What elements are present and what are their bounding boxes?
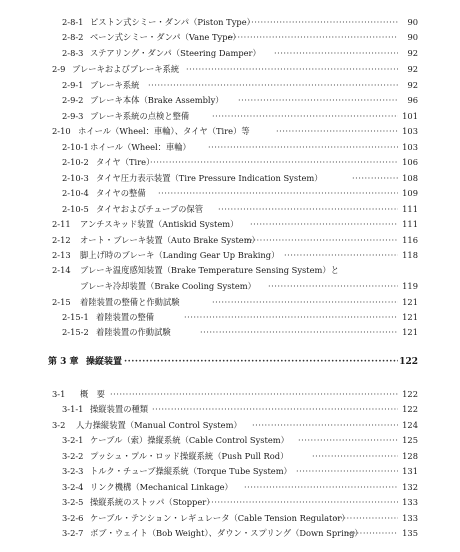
page-number: 111: [402, 204, 418, 214]
section-number: 2-10-2: [62, 157, 89, 167]
section-title: ブレーキ系統の点検と整備: [90, 111, 190, 121]
toc-entry[interactable]: [0, 140, 460, 155]
section-title: ブレーキ温度感知装置（Brake Temperature Sensing System）と: [80, 265, 339, 275]
section-title: 操縦系統のストッパ（Stopper）: [90, 497, 215, 507]
page-number: 92: [407, 80, 418, 90]
dot-leader: [244, 480, 398, 495]
section-title: ピストン式シミー・ダンパ（Piston Type）: [90, 17, 255, 27]
page-number: 103: [402, 126, 418, 136]
section-title: タイヤおよびチューブの保管: [96, 204, 204, 214]
dot-leader: [268, 279, 398, 294]
page-number: 118: [402, 250, 418, 260]
toc-entry[interactable]: [0, 433, 460, 448]
dot-leader: [212, 109, 398, 124]
section-title: ブレーキ本体（Brake Assembly）: [90, 95, 224, 105]
section-number: 2-8-2: [62, 32, 84, 42]
dot-leader: [152, 402, 398, 417]
toc-entry[interactable]: [0, 310, 460, 325]
section-number: 2-10-1: [62, 142, 89, 152]
section-number: 2-10-5: [62, 204, 89, 214]
section-number: 3-2-1: [62, 435, 84, 445]
page-number: 103: [402, 142, 418, 152]
page-number: 125: [402, 435, 418, 445]
section-title: 着陸装置の整備: [96, 312, 155, 322]
page-number: 121: [402, 327, 418, 337]
section-title: ブレーキおよびブレーキ系統: [72, 64, 180, 74]
toc-entry[interactable]: [0, 295, 460, 310]
page-number: 122: [399, 357, 418, 367]
toc-entry[interactable]: [0, 78, 460, 93]
page-number: 135: [402, 528, 418, 538]
section-title: タイヤの整備: [96, 188, 146, 198]
section-number: 3-2-6: [62, 513, 84, 523]
dot-leader: [186, 62, 398, 77]
section-title: 脚上げ時のブレーキ（Landing Gear Up Braking）: [80, 250, 280, 260]
dot-leader: [110, 387, 398, 402]
toc-entry[interactable]: [0, 109, 460, 124]
toc-entry[interactable]: [0, 387, 460, 402]
section-title: アンチスキッド装置（Antiskid System）: [80, 219, 239, 229]
section-title: 人力操縦装置（Manual Control System）: [76, 420, 242, 430]
section-number: 3-2-3: [62, 466, 84, 476]
dot-leader: [248, 15, 398, 30]
section-number: 2-15-1: [62, 312, 89, 322]
section-title: 操縦装置: [86, 357, 123, 367]
dot-leader: [200, 325, 398, 340]
section-number: 3-1: [52, 389, 66, 399]
toc-entry[interactable]: [0, 279, 460, 294]
page-number: 92: [407, 64, 418, 74]
toc-entry[interactable]: [0, 325, 460, 340]
section-title: ブレーキ冷却装置（Brake Cooling System）: [80, 281, 256, 291]
toc-entry[interactable]: [0, 233, 460, 248]
dot-leader: [150, 155, 398, 170]
section-number: 2-8-1: [62, 17, 84, 27]
toc-entry[interactable]: [0, 248, 460, 263]
page-number: 108: [402, 173, 418, 183]
dot-leader: [334, 511, 398, 526]
section-number: 2-10: [52, 126, 71, 136]
section-title: プッシュ・プル・ロッド操縦系統（Push Pull Rod）: [90, 451, 289, 461]
toc-entry[interactable]: [0, 263, 460, 278]
section-title: ケーブル・テンション・レギュレータ（Cable Tension Regulator）: [90, 513, 350, 523]
section-number: 2-8-3: [62, 48, 84, 58]
section-title: 着陸装置の整備と作動試験: [80, 297, 180, 307]
section-number: 2-9-3: [62, 111, 84, 121]
dot-leader: [158, 186, 398, 201]
section-number: 2-14: [52, 265, 71, 275]
page-number: 132: [402, 482, 418, 492]
section-title: ステアリング・ダンパ（Steering Damper）: [90, 48, 261, 58]
page-number: 121: [402, 312, 418, 322]
dot-leader: [352, 171, 398, 186]
toc-entry[interactable]: [0, 526, 460, 541]
dot-leader: [212, 295, 398, 310]
page-number: 122: [402, 389, 418, 399]
section-title: ブレーキ系統: [90, 80, 140, 90]
page-number: 131: [402, 466, 418, 476]
section-number: 3-2-5: [62, 497, 84, 507]
section-number: 第 3 章: [48, 357, 79, 367]
chapter-heading[interactable]: [0, 355, 460, 370]
toc-entry[interactable]: [0, 30, 460, 45]
toc-entry[interactable]: [0, 15, 460, 30]
dot-leader: [312, 449, 398, 464]
toc-entry[interactable]: [0, 464, 460, 479]
toc-entry[interactable]: [0, 124, 460, 139]
toc-entry[interactable]: [0, 46, 460, 61]
section-number: 2-15: [52, 297, 71, 307]
section-title: オート・ブレーキ装置（Auto Brake System）: [80, 235, 260, 245]
toc-entry[interactable]: [0, 202, 460, 217]
section-title: ケーブル（索）操縦系統（Cable Control System）: [90, 435, 289, 445]
dot-leader: [284, 248, 398, 263]
page-number: 124: [402, 420, 418, 430]
toc-entry[interactable]: [0, 511, 460, 526]
dot-leader: [252, 418, 398, 433]
toc-entry[interactable]: [0, 449, 460, 464]
section-number: 2-11: [52, 219, 71, 229]
section-title: ベーン式シミー・ダンパ（Vane Type）: [90, 32, 241, 42]
section-title: リンク機構（Mechanical Linkage）: [90, 482, 233, 492]
section-title: 操縦装置の種類: [90, 404, 149, 414]
dot-leader: [274, 46, 398, 61]
dot-leader: [296, 464, 398, 479]
section-title: ホイール（Wheel：車輪）: [90, 142, 191, 152]
section-title: ボブ・ウェイト（Bob Weight）、ダウン・スプリング（Down Spring）: [90, 528, 363, 538]
toc-entry[interactable]: [0, 62, 460, 77]
section-number: 2-15-2: [62, 327, 89, 337]
dot-leader: [276, 124, 398, 139]
page-number: 90: [407, 32, 418, 42]
toc-entry[interactable]: [0, 418, 460, 433]
section-number: 2-9-1: [62, 80, 84, 90]
dot-leader: [298, 433, 398, 448]
toc-entry[interactable]: [0, 217, 460, 232]
section-title: タイヤ圧力表示装置（Tire Pressure Indication System）: [96, 173, 323, 183]
toc-entry[interactable]: [0, 402, 460, 417]
toc-entry[interactable]: [0, 495, 460, 510]
toc-entry[interactable]: [0, 480, 460, 495]
section-title: ホイール（Wheel：車輪）、タイヤ（Tire）等: [78, 126, 250, 136]
section-title: 着陸装置の作動試験: [96, 327, 171, 337]
toc-entry[interactable]: [0, 186, 460, 201]
section-number: 2-10-4: [62, 188, 89, 198]
dot-leader: [208, 495, 398, 510]
page-number: 133: [402, 497, 418, 507]
page-number: 116: [402, 235, 418, 245]
dot-leader: [208, 140, 398, 155]
page-number: 92: [407, 48, 418, 58]
dot-leader: [250, 217, 398, 232]
page-number: 96: [407, 95, 418, 105]
dot-leader: [238, 93, 398, 108]
page-number: 122: [402, 404, 418, 414]
dot-leader: [228, 30, 398, 45]
dot-leader: [184, 310, 398, 325]
section-number: 2-9: [52, 64, 66, 74]
page-number: 101: [402, 111, 418, 121]
toc-entry[interactable]: [0, 93, 460, 108]
toc-entry[interactable]: [0, 155, 460, 170]
page-number: 128: [402, 451, 418, 461]
page-number: 133: [402, 513, 418, 523]
page-number: 119: [402, 281, 418, 291]
page-number: 121: [402, 297, 418, 307]
section-number: 3-2: [52, 420, 66, 430]
section-number: 3-2-2: [62, 451, 84, 461]
toc-entry[interactable]: [0, 171, 460, 186]
dot-leader: [344, 526, 398, 541]
section-title: トルク・チューブ操縦系統（Torque Tube System）: [90, 466, 292, 476]
dot-leader: [148, 78, 398, 93]
section-title: 概 要: [80, 389, 105, 399]
section-number: 3-1-1: [62, 404, 84, 414]
dot-leader: [244, 233, 398, 248]
page-number: 106: [402, 157, 418, 167]
section-number: 3-2-7: [62, 528, 84, 538]
section-number: 2-9-2: [62, 95, 84, 105]
dot-leader: [218, 202, 398, 217]
section-number: 2-12: [52, 235, 71, 245]
page-number: 90: [407, 17, 418, 27]
page-number: 111: [402, 219, 418, 229]
section-number: 3-2-4: [62, 482, 84, 492]
section-title: タイヤ（Tire）: [96, 157, 155, 167]
dot-leader: [124, 355, 398, 370]
page-number: 109: [402, 188, 418, 198]
section-number: 2-13: [52, 250, 71, 260]
section-number: 2-10-3: [62, 173, 89, 183]
